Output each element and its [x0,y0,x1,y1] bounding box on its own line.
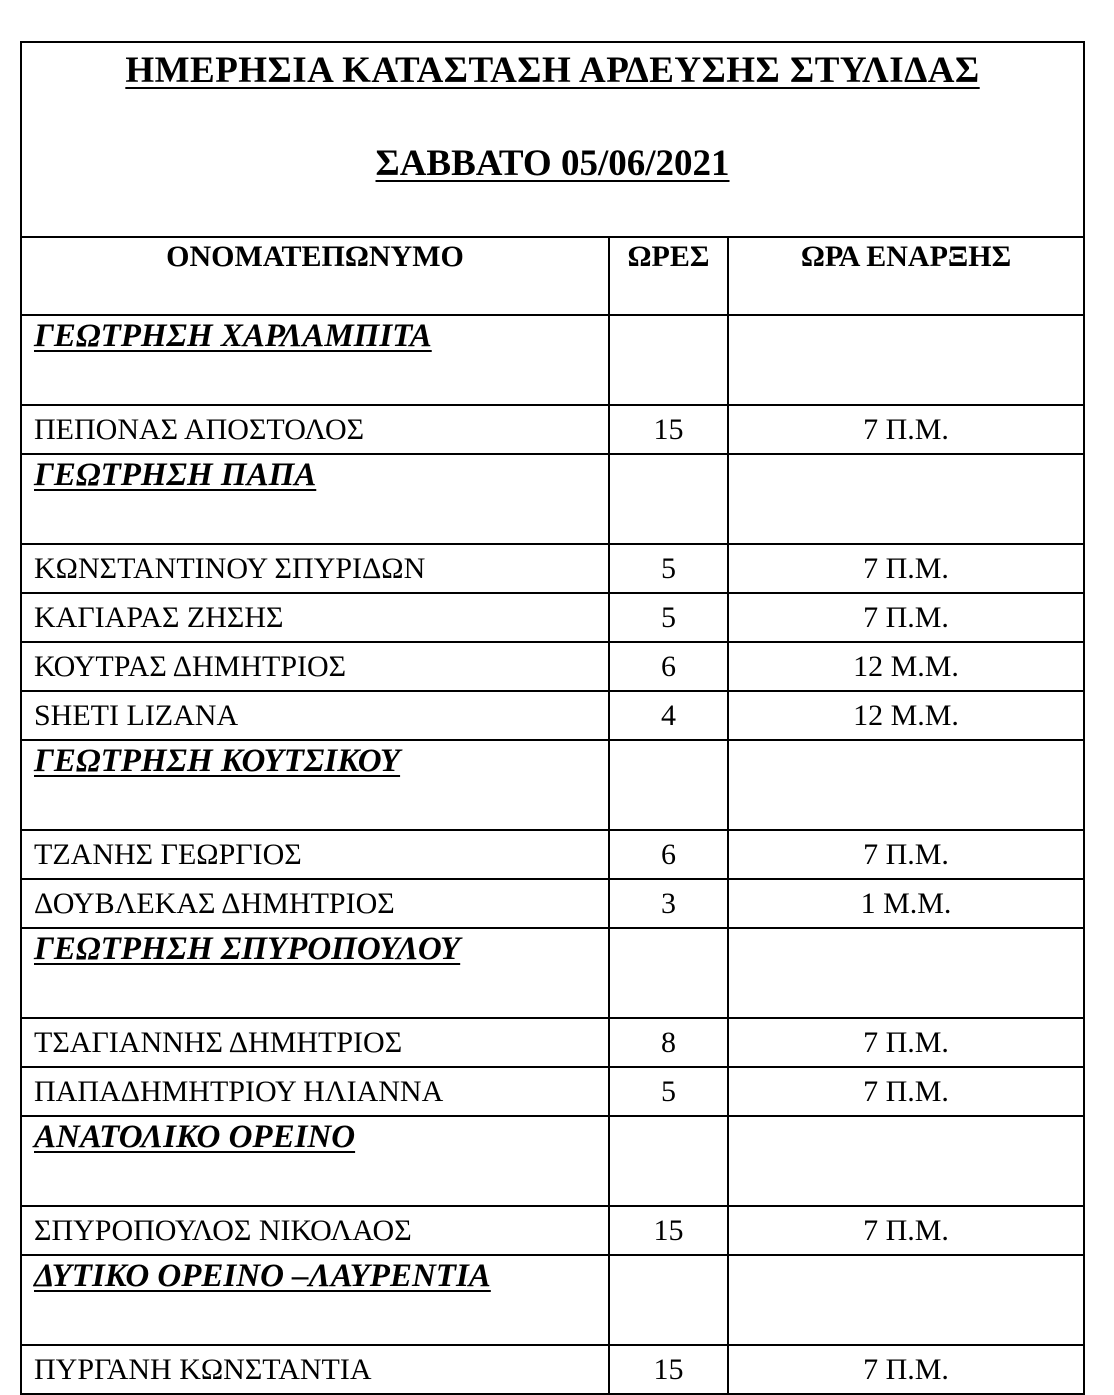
person-name: SHETI LIZANA [21,691,609,740]
column-header-hours: ΩΡΕΣ [609,237,728,315]
person-name: ΚΩΝΣΤΑΝΤΙΝΟΥ ΣΠΥΡΙΔΩΝ [21,544,609,593]
table-row [21,879,1084,928]
person-name: ΤΣΑΓΙΑΝΝΗΣ ΔΗΜΗΤΡΙΟΣ [21,1018,609,1067]
section-title: ΔΥΤΙΚΟ ΟΡΕΙΝΟ –ΛΑΥΡΕΝΤΙΑ [21,1255,609,1345]
start-time-value: 7 Π.Μ. [728,1345,1084,1394]
hours-value: 5 [609,544,728,593]
empty-cell [609,740,728,830]
section-title: ΓΕΩΤΡΗΣΗ ΠΑΠΑ [21,454,609,544]
document-title: ΗΜΕΡΗΣΙΑ ΚΑΤΑΣΤΑΣΗ ΑΡΔΕΥΣΗΣ ΣΤΥΛΙΔΑΣ [125,50,980,91]
empty-cell [609,454,728,544]
empty-cell [728,315,1084,405]
start-time-value: 7 Π.Μ. [728,544,1084,593]
table-row [21,642,1084,691]
section-title: ΓΕΩΤΡΗΣΗ ΧΑΡΛΑΜΠΙΤΑ [21,315,609,405]
person-name: ΣΠΥΡΟΠΟΥΛΟΣ ΝΙΚΟΛΑΟΣ [21,1206,609,1255]
table-row [21,1018,1084,1067]
section-header-row [21,1116,1084,1206]
column-header-name: ΟΝΟΜΑΤΕΠΩΝΥΜΟ [21,237,609,315]
table-row [21,405,1084,454]
person-name: ΠΕΠΟΝΑΣ ΑΠΟΣΤΟΛΟΣ [21,405,609,454]
person-name: ΚΟΥΤΡΑΣ ΔΗΜΗΤΡΙΟΣ [21,642,609,691]
person-name: ΠΑΠΑΔΗΜΗΤΡΙΟΥ ΗΛΙΑΝΝΑ [21,1067,609,1116]
column-header-row [21,237,1084,315]
start-time-value: 7 Π.Μ. [728,1018,1084,1067]
table-row [21,1206,1084,1255]
schedule-table [20,41,1085,1395]
hours-value: 15 [609,1345,728,1394]
hours-value: 6 [609,642,728,691]
hours-value: 4 [609,691,728,740]
empty-cell [609,1255,728,1345]
empty-cell [728,1116,1084,1206]
start-time-value: 1 Μ.Μ. [728,879,1084,928]
table-row [21,691,1084,740]
section-header-row [21,740,1084,830]
start-time-value: 12 Μ.Μ. [728,642,1084,691]
section-header-row [21,1255,1084,1345]
person-name: ΠΥΡΓΑΝΗ ΚΩΝΣΤΑΝΤΙΑ [21,1345,609,1394]
person-name: ΤΖΑΝΗΣ ΓΕΩΡΓΙΟΣ [21,830,609,879]
person-name: ΚΑΓΙΑΡΑΣ ΖΗΣΗΣ [21,593,609,642]
hours-value: 3 [609,879,728,928]
table-row [21,593,1084,642]
section-title: ΓΕΩΤΡΗΣΗ ΣΠΥΡΟΠΟΥΛΟΥ [21,928,609,1018]
section-title: ΑΝΑΤΟΛΙΚΟ ΟΡΕΙΝΟ [21,1116,609,1206]
start-time-value: 12 Μ.Μ. [728,691,1084,740]
empty-cell [728,740,1084,830]
section-header-row [21,928,1084,1018]
hours-value: 15 [609,1206,728,1255]
document-date: ΣΑΒΒΑΤΟ 05/06/2021 [375,143,730,184]
table-row [21,1345,1084,1394]
start-time-value: 7 Π.Μ. [728,1206,1084,1255]
hours-value: 5 [609,1067,728,1116]
empty-cell [609,315,728,405]
person-name: ΔΟΥΒΛΕΚΑΣ ΔΗΜΗΤΡΙΟΣ [21,879,609,928]
section-title: ΓΕΩΤΡΗΣΗ ΚΟΥΤΣΙΚΟΥ [21,740,609,830]
hours-value: 5 [609,593,728,642]
start-time-value: 7 Π.Μ. [728,830,1084,879]
start-time-value: 7 Π.Μ. [728,405,1084,454]
irrigation-schedule-document [20,41,1083,1395]
table-row [21,1067,1084,1116]
hours-value: 8 [609,1018,728,1067]
title-block [21,42,1084,237]
section-header-row [21,315,1084,405]
hours-value: 15 [609,405,728,454]
table-row [21,830,1084,879]
hours-value: 6 [609,830,728,879]
section-header-row [21,454,1084,544]
empty-cell [609,928,728,1018]
empty-cell [728,1255,1084,1345]
table-row [21,544,1084,593]
empty-cell [728,454,1084,544]
empty-cell [728,928,1084,1018]
column-header-start-time: ΩΡΑ ΕΝΑΡΞΗΣ [728,237,1084,315]
start-time-value: 7 Π.Μ. [728,1067,1084,1116]
start-time-value: 7 Π.Μ. [728,593,1084,642]
empty-cell [609,1116,728,1206]
